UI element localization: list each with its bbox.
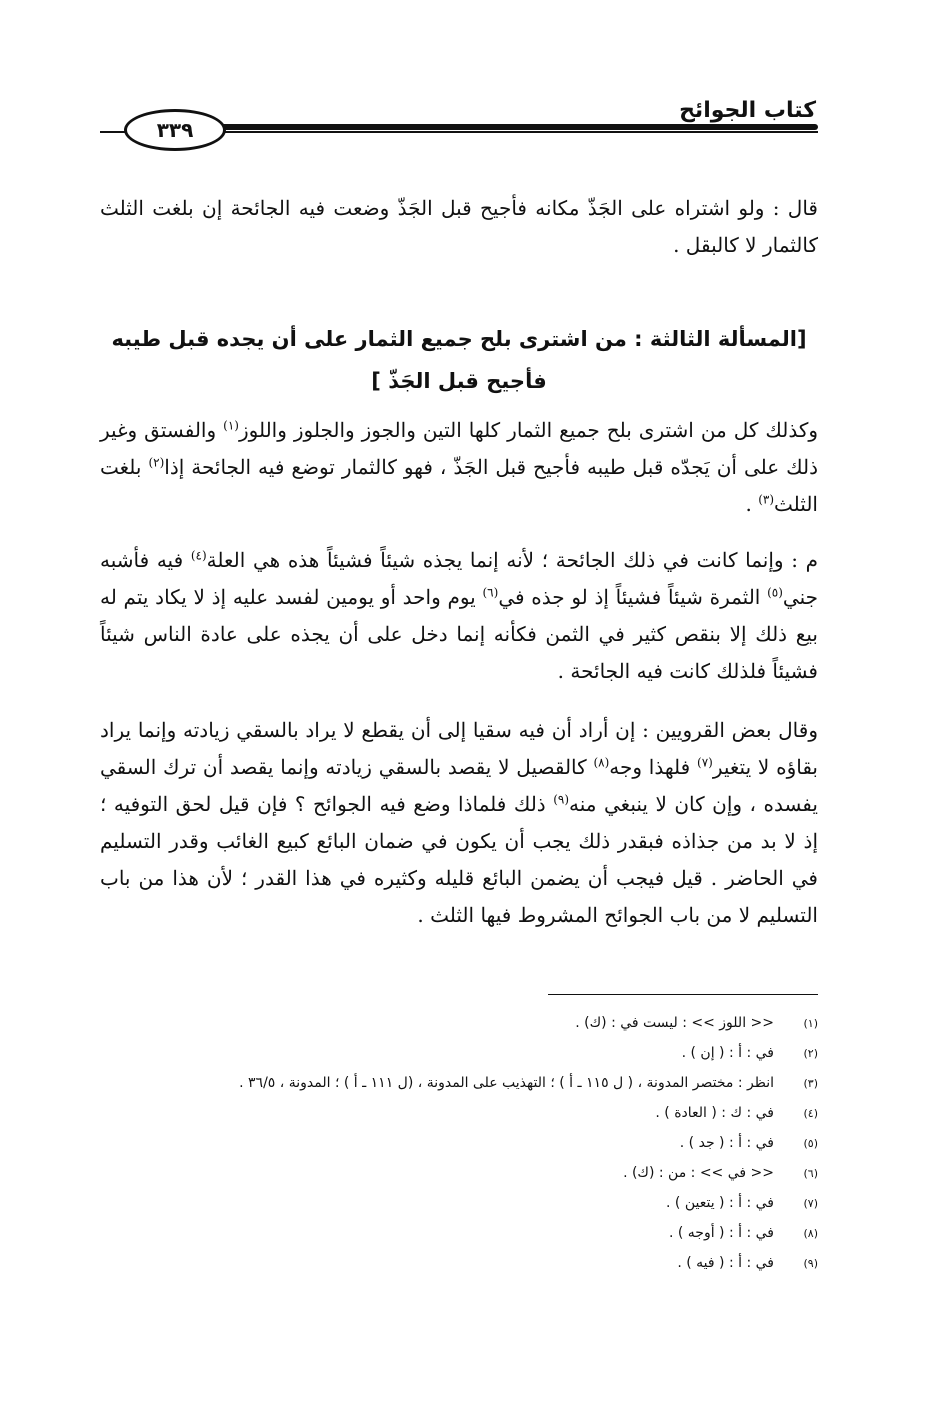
footnote-9 bbox=[100, 1248, 818, 1278]
footnote-text: في : أ : ( أوجه ) . bbox=[668, 1225, 774, 1241]
footnote-number: (٦) bbox=[803, 1166, 818, 1180]
paragraph-4-seg4: ذلك فلماذا وضع فيه الجوائح ؟ فإن قيل لحق التوفيه ؛ إذ لا بد من جذاذه فبقدر ذلك يجب أن يكون في ضمان البائع كبيع الغائب وقدر التسليم في الحاضر . قيل فيجب أن يضمن البائع قليله وكثيره في هذا القدر ؛ لأن هذا من باب التسليم لا من باب الجوائح المشروط فيها الثلث . bbox=[100, 792, 818, 927]
paragraph-2-seg4: . bbox=[745, 492, 759, 516]
paragraph-2-seg1: وكذلك كل من اشترى بلح جميع الثمار كلها التين والجوز والجلوز واللوز bbox=[238, 418, 819, 442]
paragraph-3-seg4: يوم واحد أو يومين لفسد عليه إذ لا يكاد يتم له بيع ذلك إلا بنقص كثير في الثمن فكأنه إنما دخل على أن يجذه على عادة الناس شيئاً فشيئاً فلذلك كانت فيه الجائحة . bbox=[100, 585, 818, 683]
paragraph-2 bbox=[100, 412, 818, 523]
footnote-4 bbox=[100, 1098, 818, 1128]
footnote-number: (٩) bbox=[803, 1256, 818, 1270]
footnote-ref-3: (٣) bbox=[758, 492, 775, 507]
footnote-1 bbox=[100, 1008, 818, 1038]
footnote-ref-7: (٧) bbox=[697, 755, 713, 770]
paragraph-3-seg2: فيه فأشبه جني bbox=[100, 548, 818, 609]
header-rule bbox=[175, 124, 818, 130]
footnote-ref-8: (٨) bbox=[593, 755, 610, 770]
footnote-text: << في >> : من : (ك) . bbox=[623, 1165, 774, 1181]
page-number-text: ٣٣٩ bbox=[156, 118, 194, 142]
footnote-8 bbox=[100, 1218, 818, 1248]
footnote-5 bbox=[100, 1128, 818, 1158]
footnote-text: في : أ : ( يتعين ) . bbox=[666, 1195, 774, 1211]
paragraph-2-seg3: بلغت الثلث bbox=[100, 455, 818, 516]
footnote-3 bbox=[100, 1068, 818, 1098]
footnote-number: (٣) bbox=[803, 1076, 818, 1090]
footnote-separator bbox=[548, 994, 818, 995]
paragraph-3-seg1: م : وإنما كانت في ذلك الجائحة ؛ لأنه إنما يجذه شيئاً فشيئاً هذه هي العلة bbox=[206, 548, 818, 572]
footnote-text: في : ك : ( العادة ) . bbox=[655, 1105, 774, 1121]
footnote-number: (٨) bbox=[803, 1226, 818, 1240]
paragraph-1 bbox=[100, 190, 818, 264]
footnotes bbox=[100, 1008, 818, 1278]
paragraph-4 bbox=[100, 712, 818, 934]
paragraph-4-seg1: وقال بعض القرويين : إن أراد أن فيه سقيا إلى أن يقطع لا يراد بالسقي زيادته وإنما يراد بقاؤه لا يتغير bbox=[100, 718, 819, 779]
footnote-ref-6: (٦) bbox=[482, 585, 499, 600]
footnote-text: في : أ : ( إن ) . bbox=[681, 1045, 774, 1061]
paragraph-4-seg2: فلهذا وجه bbox=[609, 755, 697, 779]
paragraph-2-seg2: والفستق وغير ذلك على أن يَجدّه قبل طيبه فأجيح قبل الجَذّ ، فهو كالثمار توضع فيه الجائحة إذا bbox=[100, 418, 818, 479]
footnote-ref-4: (٤) bbox=[190, 548, 207, 563]
footnote-text: في : أ : ( فيه ) . bbox=[677, 1255, 774, 1271]
footnote-ref-1: (١) bbox=[223, 418, 239, 433]
footnote-number: (٥) bbox=[803, 1136, 818, 1150]
footnote-2 bbox=[100, 1038, 818, 1068]
footnote-number: (٢) bbox=[803, 1046, 818, 1060]
footnote-6 bbox=[100, 1158, 818, 1188]
paragraph-3-seg3: الثمرة شيئاً فشيئاً إذ لو جذه في bbox=[498, 585, 768, 609]
paragraph-4-seg3: كالقصيل لا يقصد بالسقي زيادته وإنما يقصد أن ترك السقي يفسده ، وإن كان لا ينبغي منه bbox=[100, 755, 818, 816]
section-heading: [المسألة الثالثة : من اشترى بلح جميع الثمار على أن يجده قبل طيبه فأجيح قبل الجَذّ ] bbox=[111, 327, 807, 393]
paragraph-3 bbox=[100, 542, 818, 690]
footnote-text: في : أ : ( جد ) . bbox=[679, 1135, 774, 1151]
running-title: كتاب الجوائح bbox=[679, 98, 816, 123]
footnote-ref-2: (٢) bbox=[148, 455, 165, 470]
footnote-number: (١) bbox=[803, 1016, 818, 1030]
footnote-ref-5: (٥) bbox=[767, 585, 783, 600]
footnote-7 bbox=[100, 1188, 818, 1218]
page-number bbox=[124, 109, 226, 151]
footnote-number: (٧) bbox=[803, 1196, 818, 1210]
paragraph-1-text: قال : ولو اشتراه على الجَذّ مكانه فأجيح قبل الجَذّ وضعت فيه الجائحة إن بلغت الثلث كالثمار لا كالبقل . bbox=[100, 196, 818, 257]
footnote-number: (٤) bbox=[803, 1106, 818, 1120]
footnote-text: << اللوز >> : ليست في : (ك) . bbox=[575, 1015, 774, 1031]
footnote-ref-9: (٩) bbox=[553, 792, 570, 807]
footnote-text: انظر : مختصر المدونة ، ( ل ١١٥ ـ أ ) ؛ التهذيب على المدونة ، (ل ١١١ ـ أ ) ؛ المدونة ، ٣٦/٥ . bbox=[239, 1075, 774, 1091]
